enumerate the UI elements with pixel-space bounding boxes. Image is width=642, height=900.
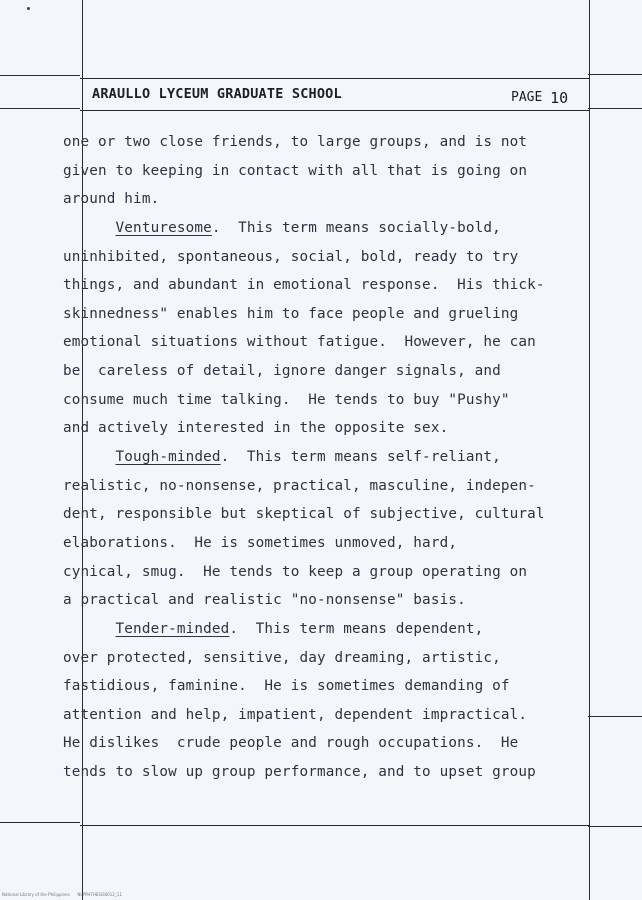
text-line: over protected, sensitive, day dreaming, artistic,	[63, 649, 501, 666]
body-text	[63, 128, 593, 787]
text-segment: . This term means dependent,	[229, 620, 484, 637]
top-rule-right	[588, 74, 642, 75]
term-venturesome: Venturesome	[115, 219, 212, 236]
page-number	[511, 87, 568, 105]
text-line: tends to slow up group performance, and to upset group	[63, 764, 536, 781]
text-line: given to keeping in contact with all that is going on	[63, 162, 528, 179]
text-line: He dislikes crude people and rough occupations. He	[63, 735, 519, 752]
text-line: elaborations. He is sometimes unmoved, hard,	[63, 534, 458, 551]
header-rule-left	[0, 108, 80, 109]
header-rule	[80, 110, 590, 111]
text-line: cynical, smug. He tends to keep a group operating on	[63, 563, 528, 580]
term-tender-minded: Tender-minded	[115, 620, 230, 637]
paragraph-venturesome-first-line	[63, 214, 593, 243]
text-segment: . This term means self-reliant,	[220, 449, 501, 466]
term-tough-minded: Tough-minded	[115, 449, 221, 466]
text-line: skinnedness" enables him to face people and grueling	[63, 305, 519, 322]
paragraph-tender-minded-first-line	[63, 615, 593, 644]
bottom-rule-right	[588, 826, 642, 827]
text-line: dent, responsible but skeptical of subjective, cultural	[63, 506, 545, 523]
paragraph-tough-minded-first-line	[63, 443, 593, 472]
text-line: and actively interested in the opposite sex.	[63, 420, 449, 437]
header-rule-right	[588, 108, 642, 109]
text-line: one or two close friends, to large groups, and is not	[63, 134, 528, 150]
top-rule	[80, 78, 590, 79]
text-line: a practical and realistic "no-nonsense" basis.	[63, 592, 466, 609]
text-line: things, and abundant in emotional response. His thick-	[63, 277, 545, 294]
bottom-rule-left	[0, 822, 80, 823]
text-line: emotional situations without fatigue. However, he can	[63, 334, 536, 351]
text-line: fastidious, faminine. He is sometimes demanding of	[63, 678, 510, 695]
text-line: consume much time talking. He tends to buy "Pushy"	[63, 391, 510, 408]
text-line: uninhibited, spontaneous, social, bold, ready to try	[63, 248, 519, 265]
text-line: realistic, no-nonsense, practical, masculine, indepen-	[63, 477, 536, 494]
school-title: ARAULLO LYCEUM GRADUATE SCHOOL	[92, 86, 342, 102]
page-number-value: 10	[550, 89, 569, 107]
text-line: around him.	[63, 191, 160, 208]
scan-footer-note: National Library of the Philippines NLPPHTHESIS0012_11	[2, 892, 122, 897]
punch-mark	[27, 7, 30, 10]
top-rule-left	[0, 75, 80, 76]
page-label: PAGE	[511, 90, 543, 105]
text-line: be careless of detail, ignore danger signals, and	[63, 363, 501, 380]
bottom-rule	[80, 825, 590, 826]
right-margin-rule	[588, 716, 642, 717]
text-line: attention and help, impatient, dependent impractical.	[63, 706, 528, 723]
text-segment: . This term means socially-bold,	[211, 219, 501, 236]
